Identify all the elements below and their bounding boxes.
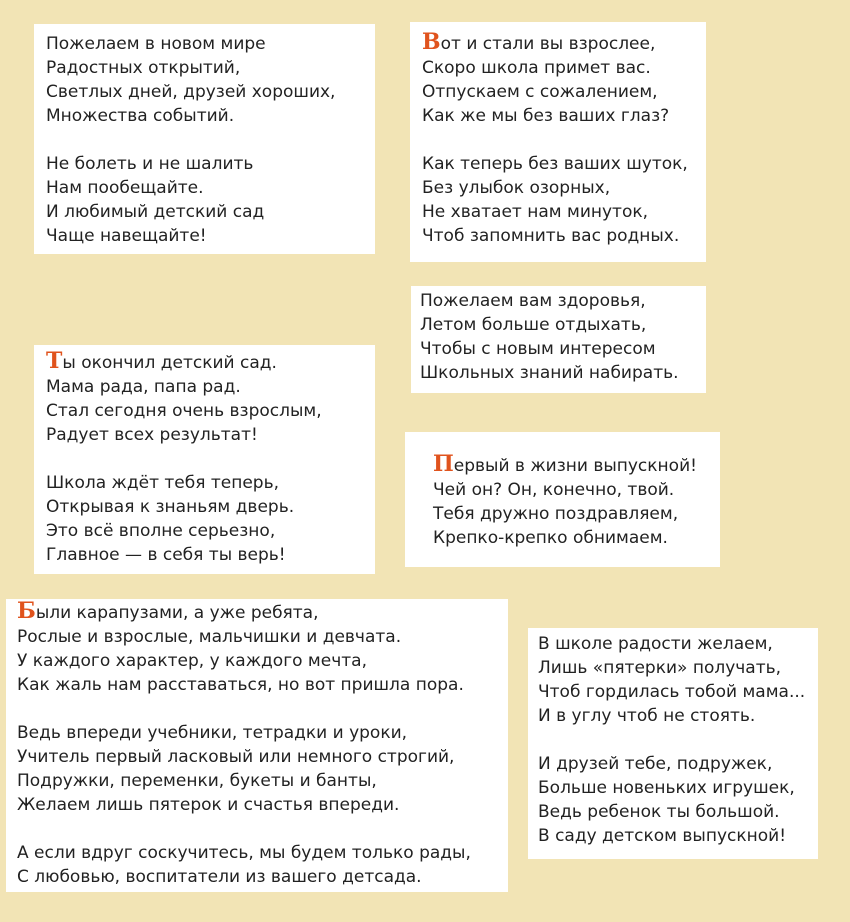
stanza-gap <box>17 817 508 841</box>
poem-line: Больше новеньких игрушек, <box>538 778 795 798</box>
poem-line: Мама рада, папа рад. <box>46 377 241 397</box>
poem-line: И друзей тебе, подружек, <box>538 754 773 774</box>
poem-card-4 <box>34 345 375 574</box>
poem-first-line <box>422 30 706 56</box>
poem-line: В школе радости желаем, <box>538 634 773 654</box>
poem-line: Это всё вполне серьезно, <box>46 521 276 541</box>
poem-line: Не болеть и не шалить <box>46 154 254 174</box>
poem-card-1 <box>34 24 375 254</box>
poem-line: Как жаль нам расставаться, но вот пришла пора. <box>17 675 464 695</box>
poem-card-3 <box>411 286 706 393</box>
poem-line: Лишь «пятерки» получать, <box>538 658 782 678</box>
poem-card-5 <box>405 432 720 567</box>
poem-line: Тебя дружно поздравляем, <box>433 504 679 524</box>
stanza-gap <box>46 447 375 471</box>
drop-initial: В <box>422 29 441 55</box>
poem-line: Стал сегодня очень взрослым, <box>46 401 322 421</box>
poem-line: Чей он? Он, конечно, твой. <box>433 480 675 500</box>
poem-line-rest: от и стали вы взрослее, <box>440 34 656 54</box>
poem-line: Радует всех результат! <box>46 425 258 445</box>
poem-line: Отпускаем с сожалением, <box>422 82 658 102</box>
poem-card-6 <box>6 599 508 892</box>
poem-line: Желаем лишь пятерок и счастья впереди. <box>17 795 400 815</box>
poem-line: Как теперь без ваших шуток, <box>422 154 688 174</box>
poem-line-rest: ы окончил детский сад. <box>62 353 277 373</box>
stanza-gap <box>422 128 706 152</box>
poem-line: Рослые и взрослые, мальчишки и девчата. <box>17 627 402 647</box>
poem-line-rest: ервый в жизни выпускной! <box>453 456 697 476</box>
poem-line: Летом больше отдыхать, <box>420 315 647 335</box>
poem-line: Открывая к знаньям дверь. <box>46 497 295 517</box>
poem-line-rest: ыли карапузами, а уже ребята, <box>35 603 319 623</box>
poem-line: Как же мы без ваших глаз? <box>422 106 670 126</box>
poem-line: Подружки, переменки, букеты и банты, <box>17 771 377 791</box>
poem-line: Чтобы с новым интересом <box>420 339 656 359</box>
poem-line: Не хватает нам минуток, <box>422 202 649 222</box>
poem-line: У каждого характер, у каждого мечта, <box>17 651 367 671</box>
stanza-gap <box>46 128 375 152</box>
poem-first-line <box>46 349 375 375</box>
stanza-gap <box>538 728 818 752</box>
poem-line: Крепко-крепко обнимаем. <box>433 528 668 548</box>
drop-initial: Т <box>46 348 63 374</box>
poem-card-7 <box>528 628 818 859</box>
drop-initial: П <box>433 451 454 477</box>
poem-line: Светлых дней, друзей хороших, <box>46 82 336 102</box>
poem-line: И в углу чтоб не стоять. <box>538 706 756 726</box>
poem-line: С любовью, воспитатели из вашего детсада. <box>17 867 422 887</box>
poem-line: Ведь впереди учебники, тетрадки и уроки, <box>17 723 408 743</box>
poem-line: Нам пообещайте. <box>46 178 204 198</box>
poem-line: Скоро школа примет вас. <box>422 58 651 78</box>
poem-line: А если вдруг соскучитесь, мы будем только рады, <box>17 843 471 863</box>
poem-line: Чтоб запомнить вас родных. <box>422 226 680 246</box>
poem-line: Главное — в себя ты верь! <box>46 545 286 565</box>
poem-line: Чаще навещайте! <box>46 226 207 246</box>
poem-line: Множества событий. <box>46 106 235 126</box>
poem-line: Школьных знаний набирать. <box>420 363 679 383</box>
poem-line: Школа ждёт тебя теперь, <box>46 473 279 493</box>
poem-first-line <box>433 452 720 478</box>
poem-line: Пожелаем в новом мире <box>46 34 266 54</box>
stanza-gap <box>17 697 508 721</box>
poem-line: В саду детском выпускной! <box>538 826 787 846</box>
poem-card-2 <box>410 22 706 262</box>
poem-line: Чтоб гордилась тобой мама... <box>538 682 806 702</box>
poem-first-line <box>17 599 508 625</box>
poem-line: И любимый детский сад <box>46 202 265 222</box>
drop-initial: Б <box>17 598 36 624</box>
poem-line: Без улыбок озорных, <box>422 178 611 198</box>
poem-line: Пожелаем вам здоровья, <box>420 291 646 311</box>
poem-line: Учитель первый ласковый или немного строгий, <box>17 747 455 767</box>
poem-line: Радостных открытий, <box>46 58 241 78</box>
poem-line: Ведь ребенок ты большой. <box>538 802 780 822</box>
